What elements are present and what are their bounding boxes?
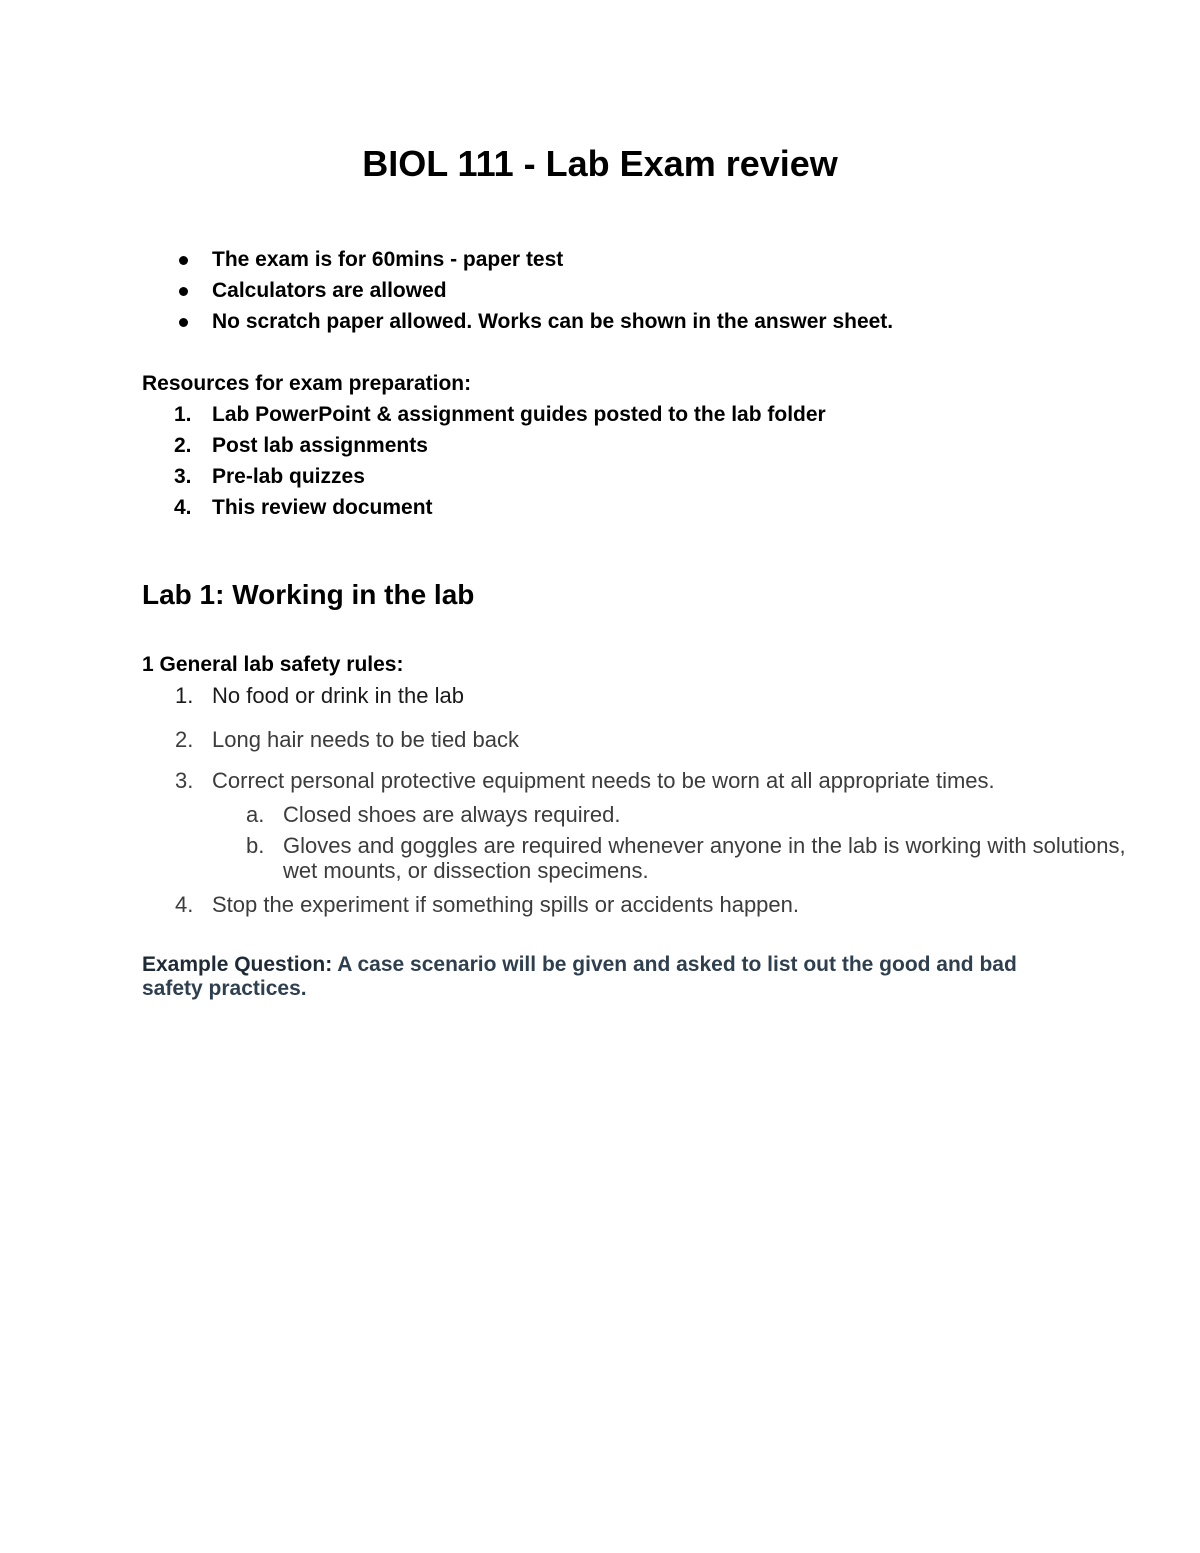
resource-text: This review document: [212, 496, 433, 519]
list-item: [142, 461, 1122, 492]
list-item: [142, 889, 1142, 920]
list-item: [142, 680, 1142, 711]
list-item: [142, 492, 1122, 523]
list-item: [142, 306, 1122, 337]
bullet-icon: [179, 318, 188, 327]
list-item: [142, 724, 1142, 755]
exam-info-text: The exam is for 60mins - paper test: [212, 248, 564, 271]
example-question-text: A case scenario will be given and asked to list out the good and bad safety practices.: [142, 953, 1017, 1000]
resources-list: [142, 399, 1122, 523]
section-title: Lab 1: Working in the lab: [142, 579, 475, 610]
resource-text: Pre-lab quizzes: [212, 465, 365, 488]
list-item: [142, 430, 1122, 461]
subrule-text: Closed shoes are always required.: [283, 802, 621, 827]
example-question-label: Example Question:: [142, 953, 333, 976]
list-number: 1.: [175, 683, 194, 708]
resource-text: Post lab assignments: [212, 434, 428, 457]
exam-info-list: [142, 244, 1122, 337]
safety-subrules-list: [212, 802, 1142, 883]
list-item: [212, 802, 1142, 827]
list-item: [142, 275, 1122, 306]
resource-text: Lab PowerPoint & assignment guides posted to the lab folder: [212, 403, 826, 426]
rule-text: Stop the experiment if something spills or accidents happen.: [212, 892, 799, 917]
subrule-text: Gloves and goggles are required whenever anyone in the lab is working with solutions, wet mounts, or dissection specimens.: [283, 833, 1126, 883]
exam-info-text: Calculators are allowed: [212, 279, 447, 302]
rule-text: Correct personal protective equipment needs to be worn at all appropriate times.: [212, 768, 995, 793]
list-number: 2.: [175, 727, 194, 752]
list-item: [142, 244, 1122, 275]
example-question: [142, 953, 1062, 1001]
list-number: 3.: [175, 768, 194, 793]
list-number: 2.: [174, 434, 192, 457]
list-item: [142, 399, 1122, 430]
rule-text: No food or drink in the lab: [212, 683, 464, 708]
safety-rules-list: [142, 680, 1142, 920]
resources-heading: Resources for exam preparation:: [142, 372, 472, 395]
rule-text: Long hair needs to be tied back: [212, 727, 520, 752]
list-letter: a.: [246, 802, 265, 827]
list-number: 1.: [174, 403, 192, 426]
list-number: 3.: [174, 465, 192, 488]
list-letter: b.: [246, 833, 265, 858]
list-number: 4.: [174, 496, 192, 519]
list-item: [212, 833, 1142, 883]
bullet-icon: [179, 287, 188, 296]
list-number: 4.: [175, 892, 194, 917]
exam-info-text: No scratch paper allowed. Works can be shown in the answer sheet.: [212, 310, 894, 333]
list-item: [142, 765, 1142, 883]
bullet-icon: [179, 256, 188, 265]
subsection-title: 1 General lab safety rules:: [142, 653, 404, 676]
document-title: BIOL 111 - Lab Exam review: [362, 143, 838, 184]
